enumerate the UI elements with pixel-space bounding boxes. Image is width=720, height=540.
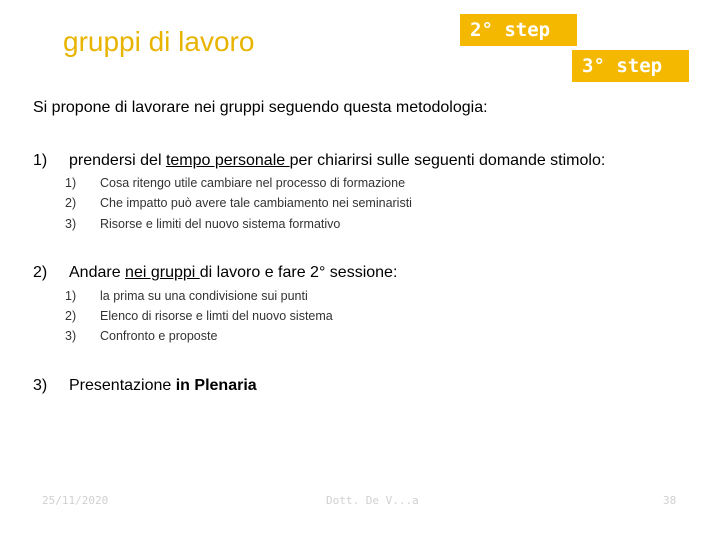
step-2-badge: 2° step [460,14,577,46]
sub-number: 1) [65,289,77,303]
text-segment: di lavoro e fare 2° sessione: [199,264,398,281]
list-text [69,264,397,282]
underlined-text: nei gruppi [125,264,200,281]
sub-number: 2) [65,196,77,210]
sub-number: 3) [65,217,77,231]
sub-text: Che impatto può avere tale cambiamento nei seminaristi [100,196,412,210]
page-number: 38 [663,494,677,507]
sub-number: 2) [65,309,77,323]
slide-title: gruppi di lavoro [63,26,255,57]
list-number: 3) [33,377,48,394]
list-text [69,377,257,395]
sub-text: la prima su una condivisione sui punti [100,289,308,303]
intro-text: Si propone di lavorare nei gruppi seguendo questa metodologia: [33,99,488,116]
list-number: 1) [33,152,48,169]
footer-date: 25/11/2020 [42,494,109,507]
step-3-badge: 3° step [572,50,689,82]
underlined-text: tempo personale [165,152,290,169]
sub-number: 3) [65,329,77,343]
sub-text: Cosa ritengo utile cambiare nel processo di formazione [100,176,406,190]
text-segment: Andare [69,264,126,281]
list-number: 2) [33,264,48,281]
list-text [69,152,605,170]
text-segment: prendersi del [69,152,166,169]
footer-author: Dott. De V...a [326,494,419,507]
text-segment: Presentazione [69,377,176,394]
sub-number: 1) [65,176,77,190]
text-segment: per chiarirsi sulle seguenti domande stimolo: [289,152,606,169]
sub-text: Elenco di risorse e limti del nuovo sistema [100,309,333,323]
bold-text: in Plenaria [175,377,257,394]
sub-text: Confronto e proposte [100,329,218,343]
sub-text: Risorse e limiti del nuovo sistema formativo [100,217,341,231]
